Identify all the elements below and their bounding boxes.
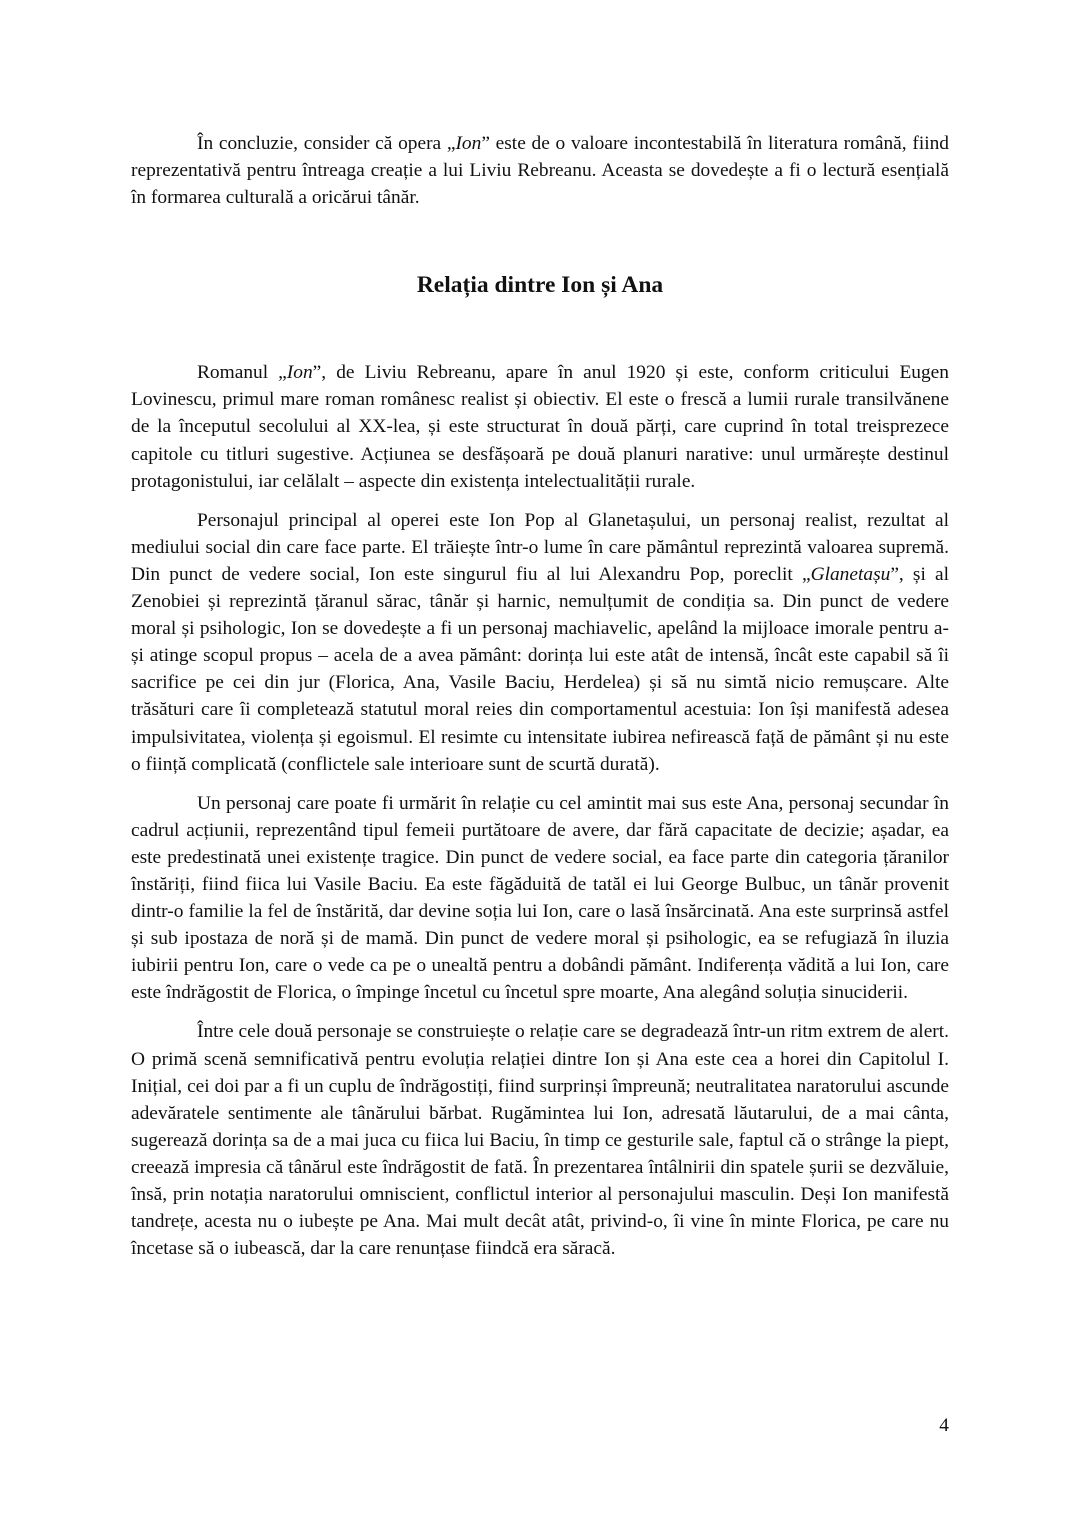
- paragraph-ion: [131, 507, 949, 778]
- paragraph-intro-italic-title: Ion: [286, 362, 313, 384]
- document-page: [131, 130, 949, 1274]
- page-number: 4: [939, 1415, 949, 1436]
- section-title: Relația dintre Ion și Ana: [416, 272, 664, 299]
- conclusion-paragraph: [131, 130, 949, 211]
- paragraph-ion-start: Personajul principal al operei este Ion Pop al Glanetașului, un personaj realist, rezultat al mediului social din care face parte. El trăiește într-o lume în care pământul reprezintă valoarea supremă. Din punct de vedere social, Ion este singurul fiu al lui Alexandru Pop, poreclit „: [131, 509, 949, 585]
- paragraph-ion-italic-nickname: Glanetașu: [810, 563, 891, 585]
- paragraph-intro-end: ”, de Liviu Rebreanu, apare în anul 1920 și este, conform criticului Eugen Lovinescu, primul mare roman românesc realist și obiectiv. El este o frescă a lumii rurale transilvănene de la începutul secolului al XX-lea, și este structurat în două părți, care cuprind în total treisprezece capitole cu titluri sugestive. Acțiunea se desfășoară pe două planuri narative: unul urmărește destinul protagonistului, iar celălalt – aspecte din existența intelectualității rurale.: [131, 362, 949, 492]
- paragraph-ana: Un personaj care poate fi urmărit în relație cu cel amintit mai sus este Ana, personaj secundar în cadrul acțiunii, reprezentând tipul femeii purtătoare de avere, dar fără capacitate de decizie; așadar, ea este predestinată unei existențe tragice. Din punct de vedere social, ea face parte din categoria țăranilor înstăriți, fiind fiica lui Vasile Baciu. Ea este făgăduită de tatăl ei lui George Bulbuc, un tânăr provenit dintr-o familie la fel de înstărită, dar devine soția lui Ion, care o lasă însărcinată. Ana este surprinsă astfel și sub ipostaza de noră și de mamă. Din punct de vedere moral și psihologic, ea se refugiază în iluzia iubirii pentru Ion, care o vede ca pe o unealtă pentru a dobândi pământ. Indiferența vădită a lui Ion, care este îndrăgostit de Florica, o împinge încetul cu încetul spre moarte, Ana alegând soluția sinuciderii.: [131, 792, 949, 1004]
- paragraph-intro: [131, 359, 949, 494]
- conclusion-text-start: În concluzie, consider că opera „: [197, 133, 456, 154]
- conclusion-text-end: ” este de o valoare incontestabilă în literatura română, fiind reprezentativă pentru întreaga creație a lui Liviu Rebreanu. Aceasta se dovedește a fi o lectură esențială în formarea culturală a oricărui tânăr.: [131, 133, 949, 209]
- paragraph-relationship: Între cele două personaje se construiește o relație care se degradează într-un ritm extrem de alert. O primă scenă semnificativă pentru evoluția relației dintre Ion și Ana este cea a horei din Capitolul I. Inițial, cei doi par a fi un cuplu de îndrăgostiți, fiind surprinși împreună; neutralitatea naratorului ascunde adevăratele sentimente ale tânărului bărbat. Rugămintea lui Ion, adresată lăutarului, de a mai cânta, sugerează dorința sa de a mai juca cu fiica lui Baciu, în timp ce gesturile sale, faptul că o strânge la piept, creează impresia că tânărul este îndrăgostit de fată. În prezentarea întâlnirii din spatele șurii se dezvăluie, însă, prin notația naratorului omniscient, conflictul interior al personajului masculin. Deși Ion manifestă tandrețe, acesta nu o iubește pe Ana. Mai mult decât atât, privind-o, îi vine în minte Florica, pe care nu încetase să o iubească, dar la care renunțase fiindcă era săracă.: [131, 1021, 949, 1260]
- paragraph-ion-end: ”, și al Zenobiei și reprezintă țăranul sărac, tânăr și harnic, nemulțumit de condiția sa. Din punct de vedere moral și psihologic, Ion se dovedește a fi un personaj machiavelic, apelând la mijloace imorale pentru a-și atinge scopul propus – acela de a avea pământ: dorința lui este atât de intensă, încât este capabil să îi sacrifice pe cei din jur (Florica, Ana, Vasile Baciu, Herdelea) și să nu simtă nicio remușcare. Alte trăsături care îi completează statutul moral reies din comportamentul acestuia: Ion își manifestă adesea impulsivitatea, violența și egoismul. El resimte cu intensitate iubirea nefirească față de pământ și nu este o ființă complicată (conflictele sale interioare sunt de scurtă durată).: [131, 563, 950, 775]
- paragraph-intro-start: Romanul „: [197, 362, 287, 384]
- conclusion-italic-title: Ion: [455, 133, 482, 154]
